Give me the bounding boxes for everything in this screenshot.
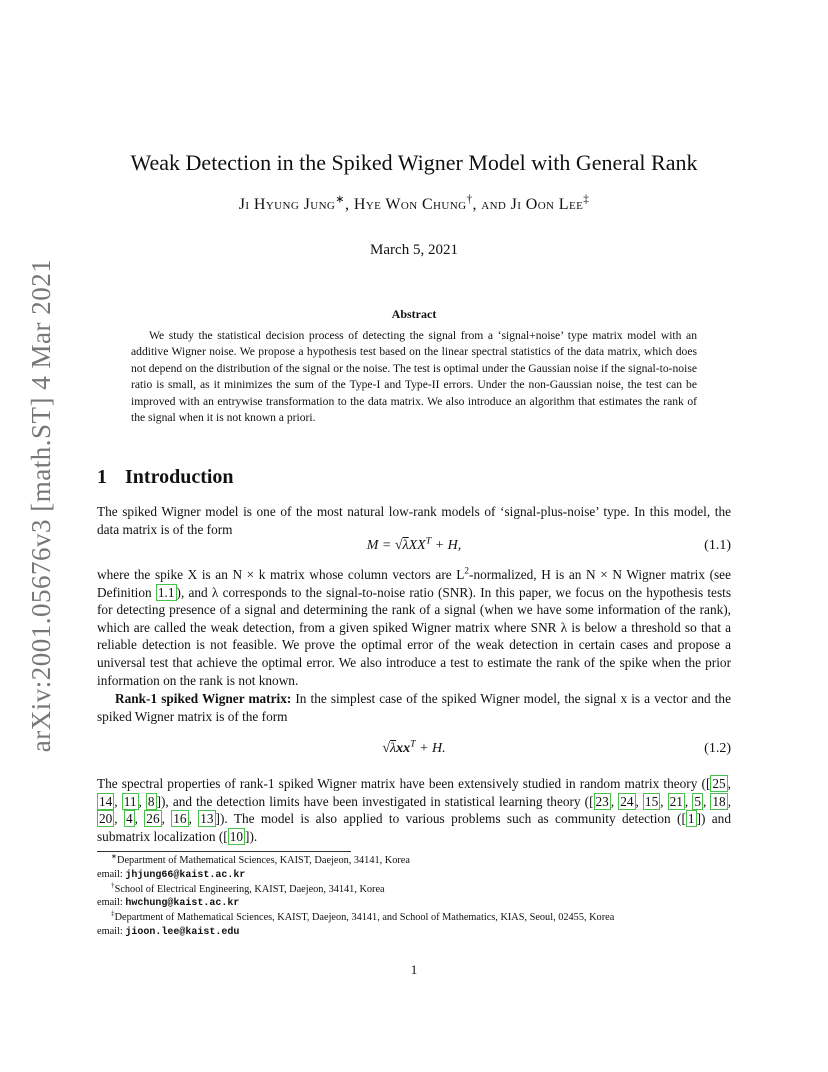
email-link[interactable]: jioon.lee@kaist.edu: [125, 926, 240, 938]
citation-link[interactable]: 8: [147, 793, 155, 809]
citation-link[interactable]: 14: [99, 793, 113, 809]
author-3: Ji Oon Lee: [510, 196, 584, 213]
author-2-mark: †: [466, 193, 473, 206]
citation-link[interactable]: 15: [644, 793, 659, 809]
intro-paragraph-2: where the spike X is an N × k matrix whose column vectors are $L^2$-normalized, H is an N × N Wigner matrix (see Definition 1.1 ), and λ corresponds to the signal-to-noise ratio (SNR). In this paper, we focus on the hypothesis tests for detecting presence of a signal and determining the rank of a signal (when we have some information of the rank), which are called the weak detection, from a given spiked Wigner matrix where SNR λ is below a threshold so that a reliable detection is not feasible. We prove the optimal error of the weak detection in certain cases and propose a universal test that achieve the optimal error. We also introduce a test to estimate the rank of the spike when the prior information on the rank is not known.: [97, 566, 731, 688]
equation-1-2-expression: √λxx$^T$ + H.: [382, 738, 446, 756]
citation-link[interactable]: 11: [123, 793, 137, 809]
citation-link[interactable]: 26: [146, 811, 160, 827]
intro-paragraph-4: The spectral properties of rank-1 spiked Wigner matrix have been extensively studied in random matrix theory ([ 25 , 14 , 11 , 8 ]), and the detection limits have been investigated in statistical learning theory ([ 23 , 24 , 15 , 21 , 5 , 18 , 20 , 4 , 26 , 16 , 13 ]). The model is also applied to various problems such as community detection ([ 1 ]) and submatrix localization ([ 10 ]).: [97, 776, 732, 844]
footnote-3: ‡Department of Mathematical Sciences, KAIST, Daejeon, 34141, and School of Mathematics, KIAS, Seoul, 02455, Korea: [111, 909, 615, 924]
email-link[interactable]: hwchung@kaist.ac.kr: [125, 898, 240, 910]
abstract-heading: Abstract: [391, 307, 437, 321]
intro-paragraph-1: The spiked Wigner model is one of the most natural low-rank models of ‘signal-plus-noise’ type. In this model, the data matrix is of the form: [97, 504, 731, 537]
footnote-1: ∗Department of Mathematical Sciences, KAIST, Daejeon, 34141, Korea: [111, 852, 410, 866]
citation-link[interactable]: 4: [125, 811, 133, 827]
citation-group-1: 25 , 14 , 11 , 8: [99, 776, 731, 809]
section-number: 1: [97, 466, 107, 488]
arxiv-sidebar-stamp: [24, 258, 60, 752]
section-heading-introduction: [97, 466, 234, 489]
rank1-run-in-heading: Rank-1 spiked Wigner matrix:: [115, 691, 292, 706]
citation-link[interactable]: 13: [200, 811, 214, 827]
citation-link[interactable]: 20: [99, 811, 113, 827]
citation-link[interactable]: 24: [620, 793, 634, 809]
paper-date: March 5, 2021: [370, 242, 458, 258]
author-conjunction: , and: [472, 196, 511, 213]
citation-link[interactable]: 18: [712, 793, 726, 809]
citation-link[interactable]: 25: [712, 776, 726, 791]
footnotes: [97, 854, 737, 940]
footnote-2-email: email: hwchung@kaist.ac.kr: [97, 897, 240, 910]
equation-1-2-number: (1.2): [704, 741, 731, 756]
author-line: Ji Hyung Jung∗, Hye Won Chung†, and Ji Oon Lee‡: [238, 193, 590, 213]
page-number: 1: [410, 962, 418, 977]
paper-title: Weak Detection in the Spiked Wigner Model with General Rank: [130, 150, 698, 175]
arxiv-id-label: arXiv:2001.05676v3 [math.ST] 4 Mar 2021: [26, 258, 57, 752]
author-1-mark: ∗: [335, 193, 346, 206]
intro-paragraph-3: Rank-1 spiked Wigner matrix: In the simplest case of the spiked Wigner model, the signal x is a vector and the spiked Wigner matrix is of the form: [97, 691, 731, 724]
footnote-2: †School of Electrical Engineering, KAIST, Daejeon, 34141, Korea: [111, 881, 385, 895]
citation-link[interactable]: 23: [595, 793, 609, 809]
citation-link[interactable]: 1: [687, 811, 695, 827]
author-2: Hye Won Chung: [353, 196, 467, 213]
author-3-mark: ‡: [583, 193, 590, 206]
equation-1-1-number: (1.1): [704, 538, 731, 553]
citation-link[interactable]: 5: [694, 793, 701, 809]
footnote-1-email: email: jhjung66@kaist.ac.kr: [97, 868, 246, 881]
citation-link[interactable]: 16: [173, 811, 187, 827]
author-1: Ji Hyung Jung: [238, 196, 336, 213]
equation-1-1-expression: M = √λXX$^T$ + H,: [366, 535, 462, 553]
email-link[interactable]: jhjung66@kaist.ac.kr: [125, 869, 246, 881]
footnote-rule: [97, 851, 351, 852]
definition-1-1-link[interactable]: 1.1: [157, 584, 175, 600]
citation-group-2: 23 , 24 , 15 , 21 , 5 , 18 , 20 , 4 , 26 , 16 , 13: [99, 793, 732, 827]
citation-link[interactable]: 21: [669, 793, 683, 809]
section-title: Introduction: [125, 466, 234, 488]
citation-link[interactable]: 10: [229, 828, 244, 844]
abstract-body: We study the statistical decision process of detecting the signal from a ‘signal+noise’ type matrix model with an additive Wigner noise. We propose a hypothesis test based on the linear spectral statistics of the data matrix, which does not depend on the distribution of the signal or the noise. The test is optimal under the Gaussian noise if the signal-to-noise ratio is small, as it minimizes the sum of the Type-I and Type-II errors. Under the non-Gaussian noise, the test can be improved with an entrywise transformation to the data matrix. We also introduce an algorithm that estimates the rank of the signal when it is not known a priori.: [131, 329, 697, 425]
footnote-3-email: email: jioon.lee@kaist.edu: [97, 925, 240, 938]
